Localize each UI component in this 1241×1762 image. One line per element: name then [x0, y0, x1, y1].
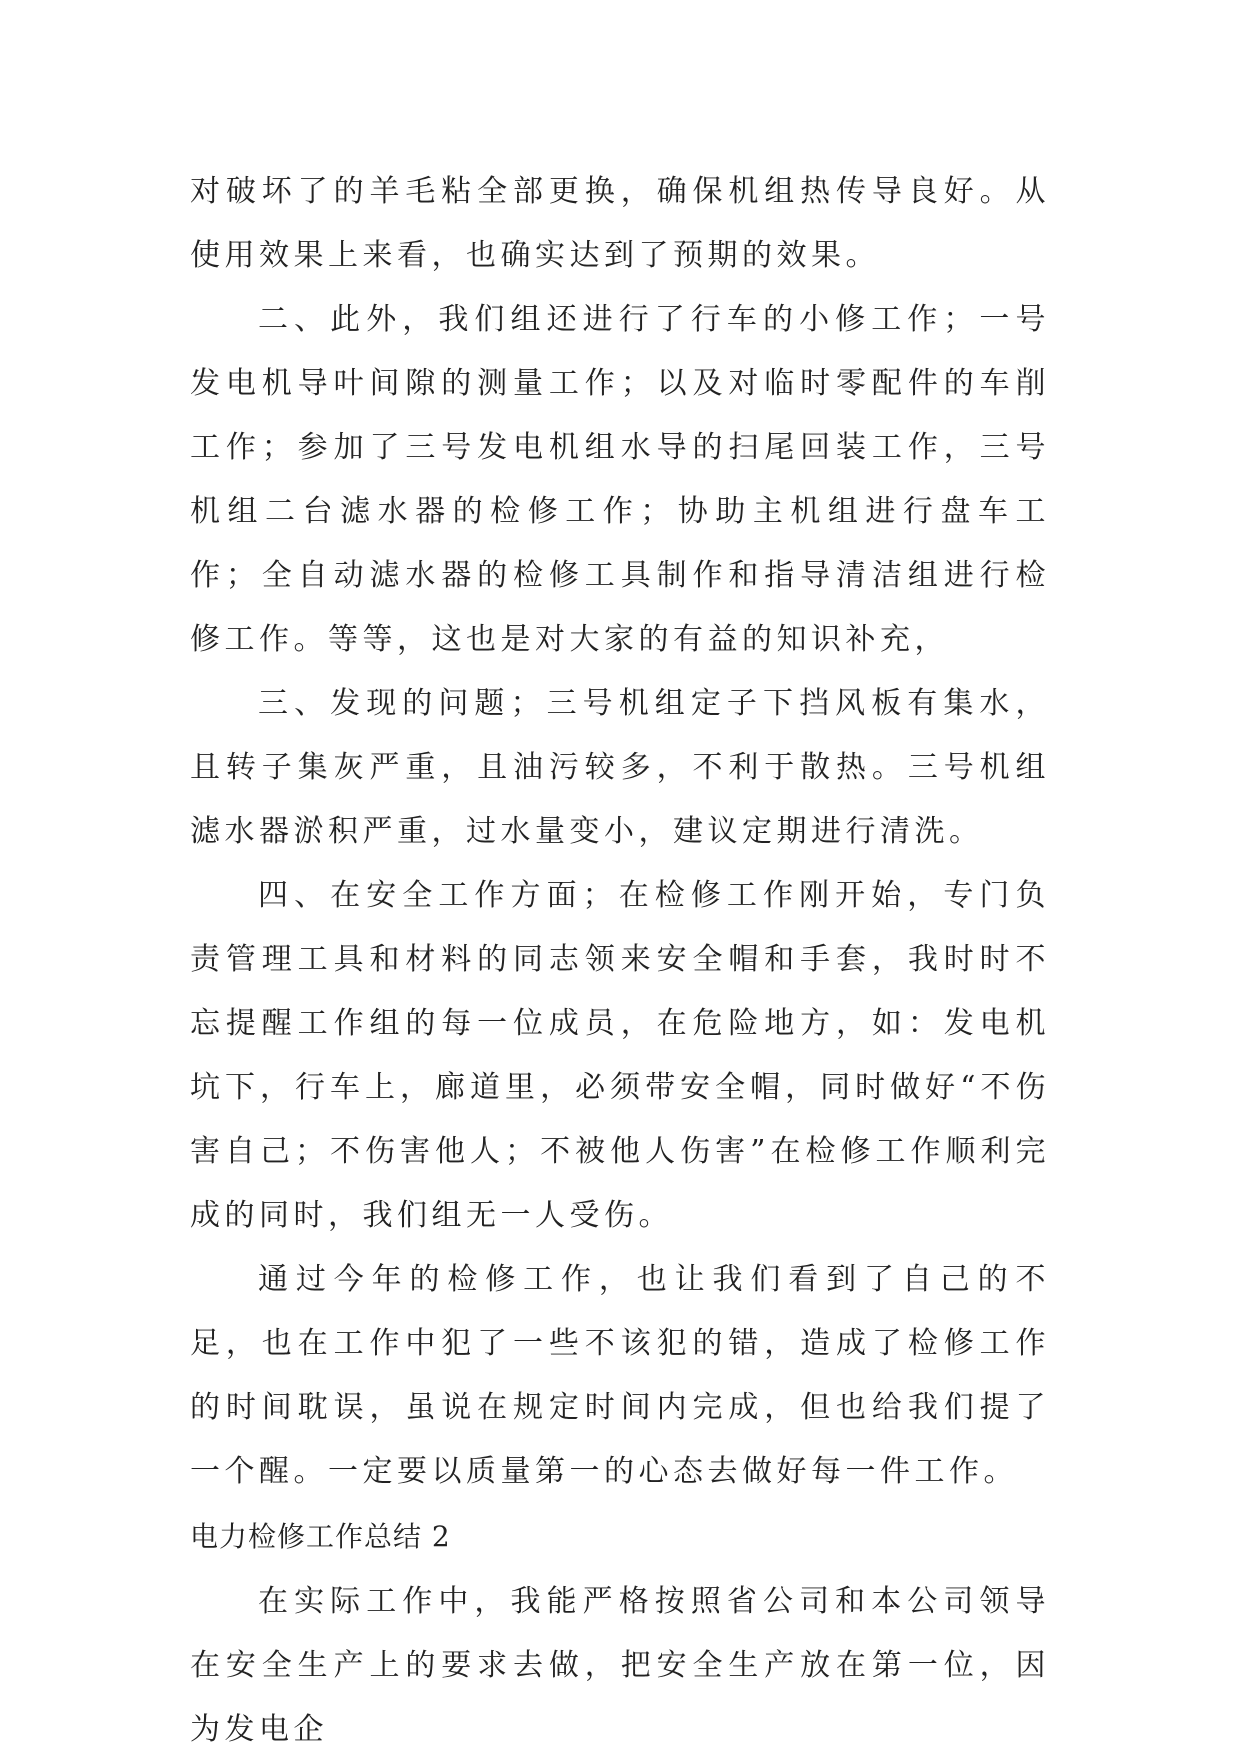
paragraph-section-four: 四、在安全工作方面；在检修工作刚开始，专门负责管理工具和材料的同志领来安全帽和手套，我时时不忘提醒工作组的每一位成员，在危险地方，如：发电机坑下，行车上，廊道里，必须带安全帽，同时做好“不伤害自己；不伤害他人；不被他人伤害”在检修工作顺利完成的同时，我们组无一人受伤。	[190, 878, 1050, 1233]
document-page	[190, 160, 1050, 1762]
paragraph-conclusion: 通过今年的检修工作，也让我们看到了自己的不足，也在工作中犯了一些不该犯的错，造成了检修工作的时间耽误，虽说在规定时间内完成，但也给我们提了一个醒。一定要以质量第一的心态去做好每一件工作。	[190, 1262, 1050, 1489]
paragraph-continued: 对破坏了的羊毛粘全部更换，确保机组热传导良好。从使用效果上来看，也确实达到了预期的效果。	[190, 174, 1050, 273]
paragraph-summary-two-intro: 在实际工作中，我能严格按照省公司和本公司领导在安全生产上的要求去做，把安全生产放在第一位，因为发电企	[190, 1584, 1050, 1747]
paragraph-section-three: 三、发现的问题；三号机组定子下挡风板有集水，且转子集灰严重，且油污较多，不利于散热。三号机组滤水器淤积严重，过水量变小，建议定期进行清洗。	[190, 686, 1050, 849]
paragraph-section-two: 二、此外，我们组还进行了行车的小修工作；一号发电机导叶间隙的测量工作；以及对临时零配件的车削工作；参加了三号发电机组水导的扫尾回装工作，三号机组二台滤水器的检修工作；协助主机组进行盘车工作；全自动滤水器的检修工具制作和指导清洁组进行检修工作。等等，这也是对大家的有益的知识补充，	[190, 302, 1050, 657]
section-heading: 电力检修工作总结 2	[190, 1520, 451, 1553]
